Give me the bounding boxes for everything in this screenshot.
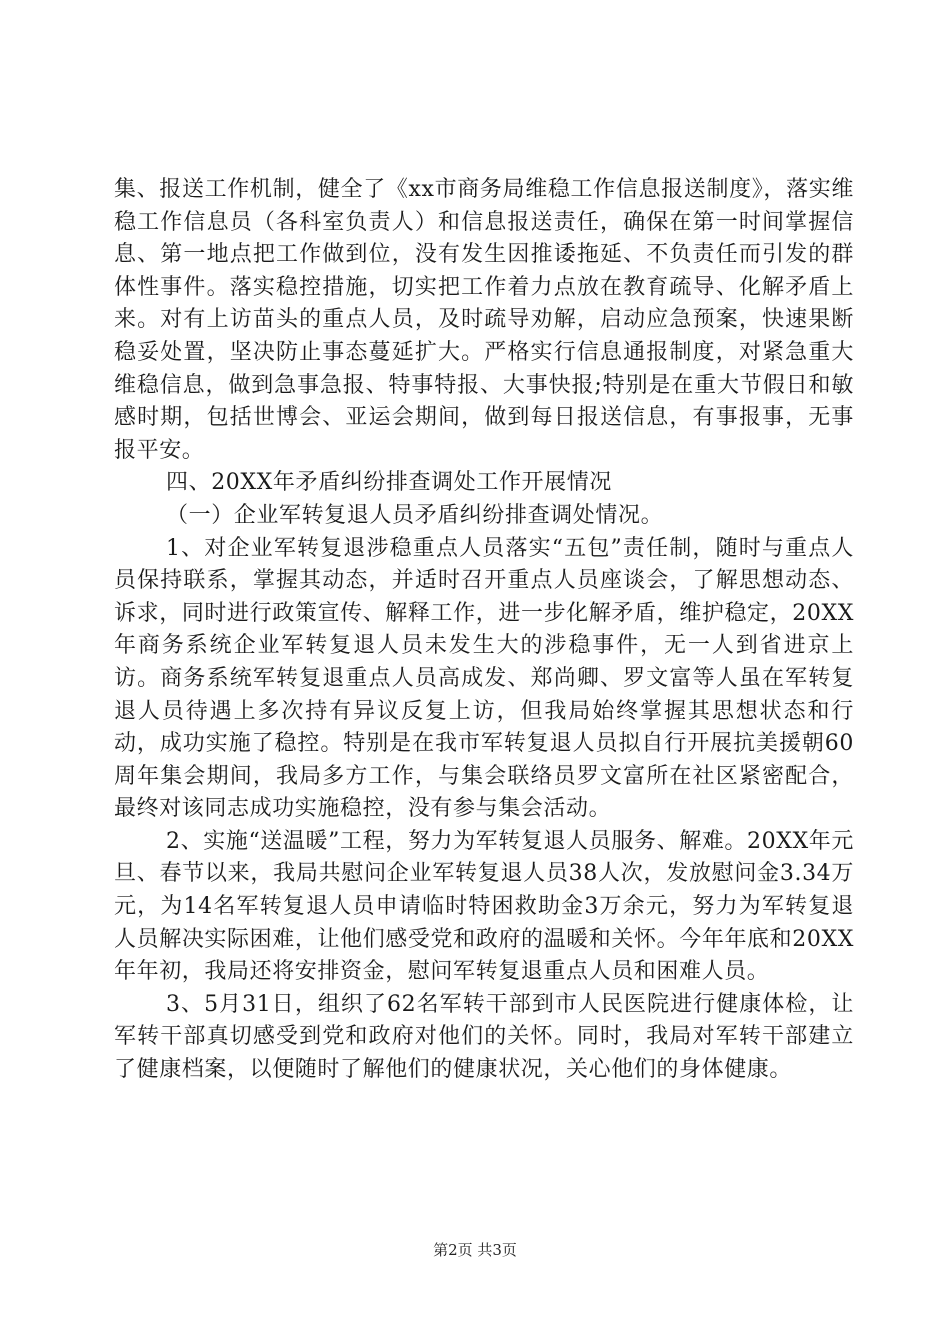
paragraph-continued: 集、报送工作机制，健全了《xx市商务局维稳工作信息报送制度》，落实维稳工作信息员（各科室负责人）和信息报送责任，确保在第一时间掌握信息、第一地点把工作做到位，没有发生因推诿拖延、不负责任而引发的群体性事件。落实稳控措施，切实把工作着力点放在教育疏导、化解矛盾上来。对有上访苗头的重点人员，及时疏导劝解，启动应急预案，快速果断稳妥处置，坚决防止事态蔓延扩大。严格实行信息通报制度，对紧急重大维稳信息，做到急事急报、特事特报、大事快报;特别是在重大节假日和敏感时期，包括世博会、亚运会期间，做到每日报送信息，有事报事，无事报平安。 (114, 177, 854, 463)
subsection-heading: （一）企业军转复退人员矛盾纠纷排查调处情况。 (166, 502, 664, 528)
section-heading: 四、20XX年矛盾纠纷排查调处工作开展情况 (166, 470, 612, 496)
paragraph-item-2: 2、实施“送温暖”工程，努力为军转复退人员服务、解难。20XX年元旦、春节以来，我局共慰问企业军转复退人员38人次，发放慰问金3.34万元，为14名军转复退人员申请临时特困救助金3万余元，努力为军转复退人员解决实际困难，让他们感受党和政府的温暖和关怀。今年年底和20XX年年初，我局还将安排资金，慰问军转复退重点人员和困难人员。 (114, 828, 854, 985)
paragraph-item-1: 1、对企业军转复退涉稳重点人员落实“五包”责任制，随时与重点人员保持联系，掌握其动态，并适时召开重点人员座谈会，了解思想动态、诉求，同时进行政策宣传、解释工作，进一步化解矛盾，维护稳定，20XX年商务系统企业军转复退人员未发生大的涉稳事件，无一人到省进京上访。商务系统军转复退重点人员高成发、郑尚卿、罗文富等人虽在军转复退人员待遇上多次持有异议反复上访，但我局始终掌握其思想状态和行动，成功实施了稳控。特别是在我市军转复退人员拟自行开展抗美援朝60周年集会期间，我局多方工作，与集会联络员罗文富所在社区紧密配合，最终对该同志成功实施稳控，没有参与集会活动。 (114, 535, 854, 822)
document-body (114, 174, 854, 1087)
page-number-footer: 第2页 共3页 (433, 1241, 517, 1259)
paragraph-item-3: 3、5月31日，组织了62名军转干部到市人民医院进行健康体检，让军转干部真切感受到党和政府对他们的关怀。同时，我局对军转干部建立了健康档案，以便随时了解他们的健康状况，关心他们的身体健康。 (114, 991, 854, 1083)
